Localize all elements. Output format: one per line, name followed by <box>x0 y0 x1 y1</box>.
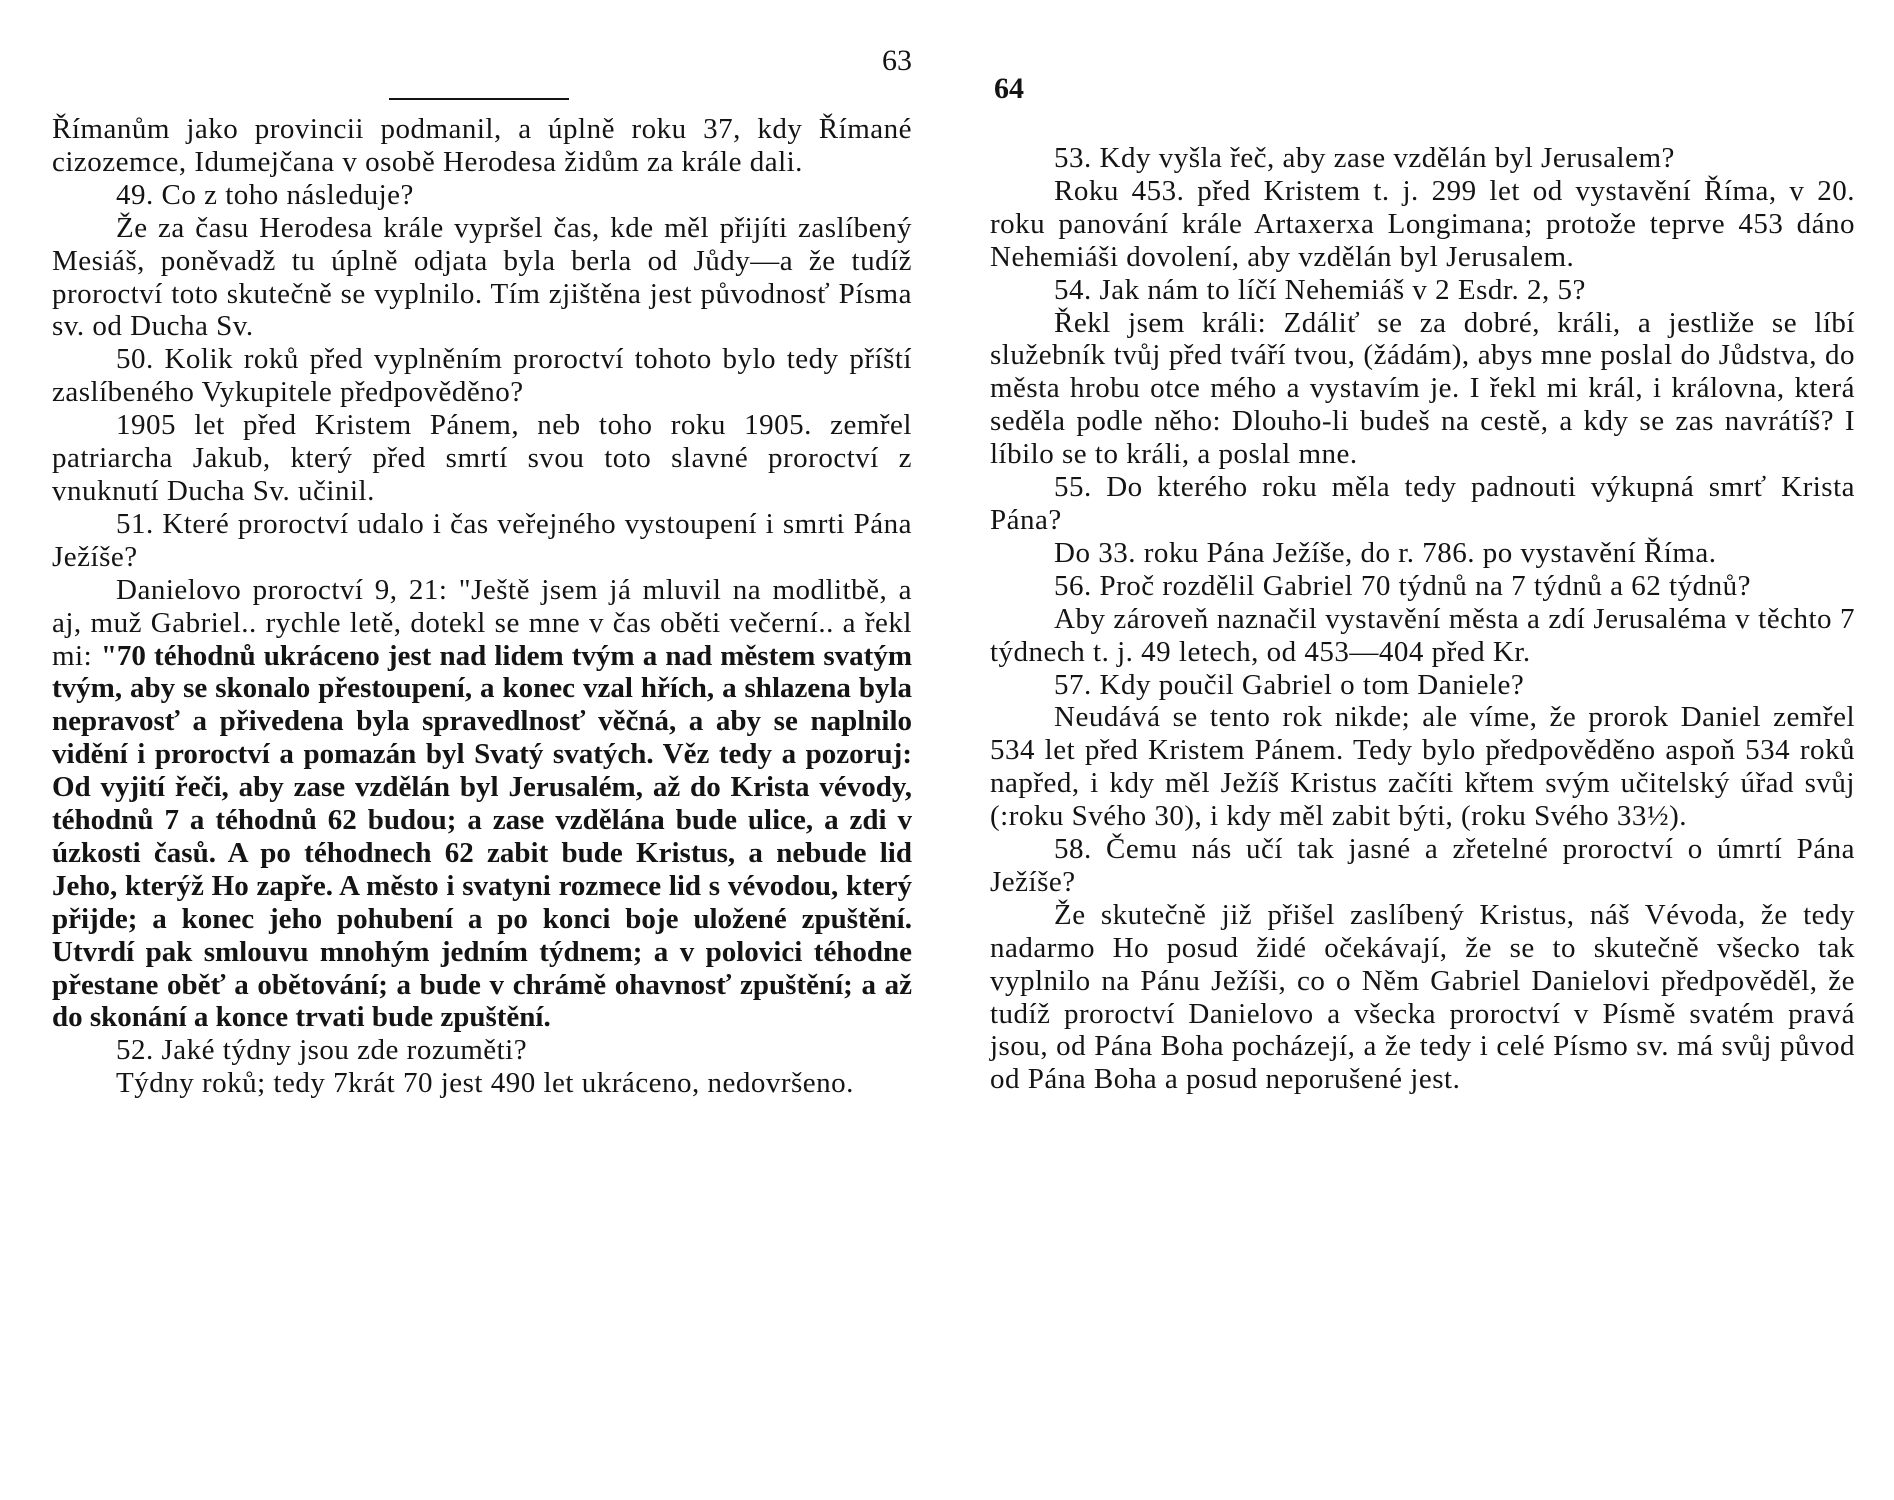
answer: Řekl jsem králi: Zdáliť se za dobré, králi, a jestliže se líbí služebník tvůj před tváří tvou, (žádám), abys mne poslal do Jůdstva, do města hrobu otce mého a vystavím je. I řekl mi král, i královna, která seděla podle něho: Dlouho-li budeš na cestě, a kdy se zas navrátíš? I líbilo se to králi, a poslal mne. <box>990 306 1855 471</box>
bold-quotation: "70 téhodnů ukráceno jest nad lidem tvým a nad městem svatým tvým, aby se skonalo přestoupení, a konec vzal hřích, a shlazena byla nepravosť a přivedena byla spravedlnosť věčná, a aby se naplnilo vidění i proroctví a pomazán byl Svatý svatých. Věz tedy a pozoruj: Od vyjití řeči, aby zase vzdělán byl Jerusalém, až do Krista vévody, téhodnů 7 a téhodnů 62 budou; a zase vzdělána bude ulice, a zdi v úzkosti časů. A po téhodnech 62 zabit bude Kristus, a nebude lid Jeho, kterýž Ho zapře. A město i svatyni rozmece lid s vévodou, který přijde; a konec jeho pohubení a po konci boje uložené zpuštění. Utvrdí pak smlouvu mnohým jedním týdnem; a v polovici téhodne přestane oběť a obětování; a bude v chrámě ohavnosť zpuštění; a až do skonání a konce trvati bude zpuštění. <box>52 639 912 1034</box>
answer: Roku 453. před Kristem t. j. 299 let od vystavění Říma, v 20. roku panování krále Artaxerxa Longimana; protože teprve 453 dáno Nehemiáši dovolení, aby vzdělán byl Jerusalem. <box>990 174 1855 273</box>
question: 49. Co z toho následuje? <box>116 178 414 211</box>
question: 57. Kdy poučil Gabriel o tom Daniele? <box>1054 668 1525 701</box>
question: 50. Kolik roků před vyplněním proroctví tohoto bylo tedy příští zaslíbeného Vykupitele předpověděno? <box>52 343 912 409</box>
answer: Že za času Herodesa krále vypršel čas, kde měl přijíti zaslíbený Mesiáš, poněvadž tu úplně odjata byla berla od Jůdy—a že tudíž proroctví toto skutečně se vyplnilo. Tím zjištěna jest původnosť Písma sv. od Ducha Sv. <box>52 211 912 343</box>
page-number: 63 <box>882 44 912 77</box>
question: 53. Kdy vyšla řeč, aby zase vzdělán byl Jerusalem? <box>1054 142 1675 174</box>
header-rule <box>389 98 569 100</box>
question: 54. Jak nám to líčí Nehemiáš v 2 Esdr. 2, 5? <box>1054 273 1586 306</box>
answer: Neudává se tento rok nikde; ale víme, že prorok Daniel zemřel 534 let před Kristem Pánem. Tedy bylo předpověděno aspoň 534 roků napřed, i kdy měl Ježíš Kristus začíti křtem svým učitelský úřad svůj (:roku Svého 30), i kdy měl zabit býti, (roku Svého 33½). <box>990 701 1855 833</box>
answer: Týdny roků; tedy 7krát 70 jest 490 let ukráceno, nedovršeno. <box>116 1067 854 1100</box>
question: 56. Proč rozdělil Gabriel 70 týdnů na 7 týdnů a 62 týdnů? <box>1054 569 1751 602</box>
paragraph: Římanům jako provincii podmanil, a úplně roku 37, kdy Římané cizozemce, Idumejčana v osobě Herodesa židům za krále dali. <box>52 113 912 178</box>
question: 55. Do kterého roku měla tedy padnouti výkupná smrť Krista Pána? <box>990 471 1855 536</box>
page-right <box>990 0 1855 1500</box>
answer: Do 33. roku Pána Ježíše, do r. 786. po vystavění Říma. <box>1054 536 1717 569</box>
question: 52. Jaké týdny jsou zde rozuměti? <box>116 1034 528 1067</box>
answer: 1905 let před Kristem Pánem, neb toho roku 1905. zemřel patriarcha Jakub, který před smrtí svou toto slavné proroctví z vnuknutí Ducha Sv. učinil. <box>52 409 912 507</box>
answer: Danielovo proroctví 9, 21: "Ještě jsem já mluvil na modlitbě, a aj, muž Gabriel.. rychle letě, dotekl se mne v čas oběti večerní.. a řekl mi: "70 téhodnů ukráceno jest nad lidem tvým a nad městem svatým tvým, aby se skonalo přestoupení, a konec vzal hřích, a shlazena byla nepravosť a přivedena byla spravedlnosť věčná, a aby se naplnilo vidění i proroctví a pomazán byl Svatý svatých. Věz tedy a pozoruj: Od vyjití řeči, aby zase vzdělán byl Jerusalém, až do Krista vévody, téhodnů 7 a téhodnů 62 budou; a zase vzdělána bude ulice, a zdi v úzkosti časů. A po téhodnech 62 zabit bude Kristus, a nebude lid Jeho, kterýž Ho zapře. A město i svatyni rozmece lid s vévodou, který přijde; a konec jeho pohubení a po konci boje uložené zpuštění. Utvrdí pak smlouvu mnohým jedním týdnem; a v polovici téhodne přestane oběť a obětování; a bude v chrámě ohavnosť zpuštění; a až do skonání a konce trvati bude zpuštění. <box>52 573 912 1034</box>
page-text <box>52 113 912 1100</box>
page-left <box>52 0 912 1500</box>
answer: Že skutečně již přišel zaslíbený Kristus, náš Vévoda, že tedy nadarmo Ho posud židé očekávají, že se to skutečně všecko tak vyplnilo na Pánu Ježíši, co o Něm Gabriel Danielovi předpověděl, že tudíž proroctví Danielovo a všecka proroctví v Písmě svatém pravá jsou, od Pána Boha pocházejí, a že tedy i celé Písmo sv. má svůj původ od Pána Boha a posud neporušené jest. <box>990 898 1855 1096</box>
answer: Aby zároveň naznačil vystavění města a zdí Jerusaléma v těchto 7 týdnech t. j. 49 letech, od 453—404 před Kr. <box>990 602 1855 668</box>
page-number: 64 <box>994 72 1024 105</box>
page-text <box>990 142 1855 1096</box>
question: 51. Které proroctví udalo i čas veřejného vystoupení i smrti Pána Ježíše? <box>52 507 912 573</box>
question: 58. Čemu nás učí tak jasné a zřetelné proroctví o úmrtí Pána Ježíše? <box>990 833 1855 898</box>
